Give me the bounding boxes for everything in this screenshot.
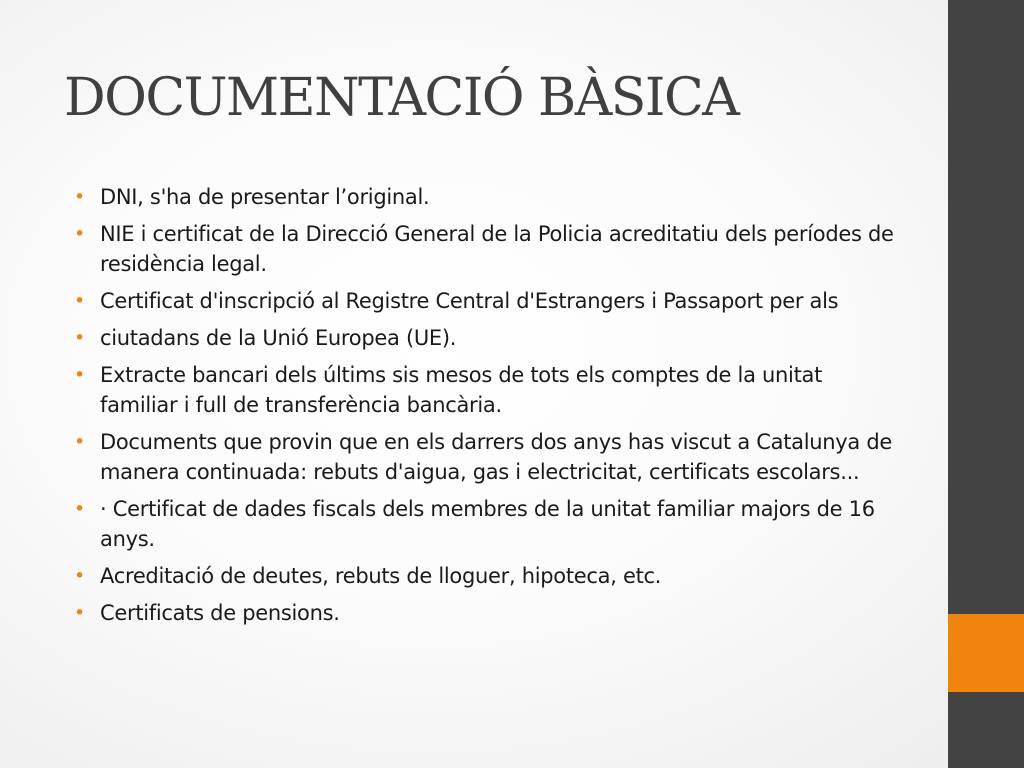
bullet-item xyxy=(74,286,904,316)
bullet-text: ciutadans de la Unió Europea (UE). xyxy=(100,326,457,350)
bullet-text: Certificat d'inscripció al Registre Central d'Estrangers i Passaport per als xyxy=(100,289,839,313)
bullet-marker: • xyxy=(74,431,85,453)
bullet-marker: • xyxy=(74,223,85,245)
bullet-text: Documents que provin que en els darrers dos anys has viscut a Catalunya de manera continuada: rebuts d'aigua, gas i electricitat, certificats escolars... xyxy=(100,430,892,484)
bullet-text: · Certificat de dades fiscals dels membres de la unitat familiar majors de 16 anys. xyxy=(100,497,875,551)
bullet-marker: • xyxy=(74,498,85,520)
bullet-text: Extracte bancari dels últims sis mesos de tots els comptes de la unitat familiar i full de transferència bancària. xyxy=(100,363,823,417)
bullet-marker: • xyxy=(74,186,85,208)
bullet-text: DNI, s'ha de presentar l’original. xyxy=(100,185,430,209)
bullet-marker: • xyxy=(74,290,85,312)
bullet-marker: • xyxy=(74,364,85,386)
bullet-item xyxy=(74,598,904,628)
slide-title: DOCUMENTACIÓ BÀSICA xyxy=(64,68,739,128)
bullet-item xyxy=(74,323,904,353)
bullet-item xyxy=(74,360,904,420)
bullet-marker: • xyxy=(74,565,85,587)
bullet-item xyxy=(74,182,904,212)
bullet-item xyxy=(74,219,904,279)
bullet-text: Acreditació de deutes, rebuts de lloguer, hipoteca, etc. xyxy=(100,564,662,588)
bullet-marker: • xyxy=(74,327,85,349)
bullet-marker: • xyxy=(74,602,85,624)
bullet-item xyxy=(74,427,904,487)
sidebar-accent-block xyxy=(948,614,1024,692)
bullet-text: Certificats de pensions. xyxy=(100,601,340,625)
bullet-item xyxy=(74,494,904,554)
bullet-text: NIE i certificat de la Direcció General de la Policia acreditatiu dels períodes de residència legal. xyxy=(100,222,894,276)
bullet-list xyxy=(74,182,904,635)
bullet-item xyxy=(74,561,904,591)
